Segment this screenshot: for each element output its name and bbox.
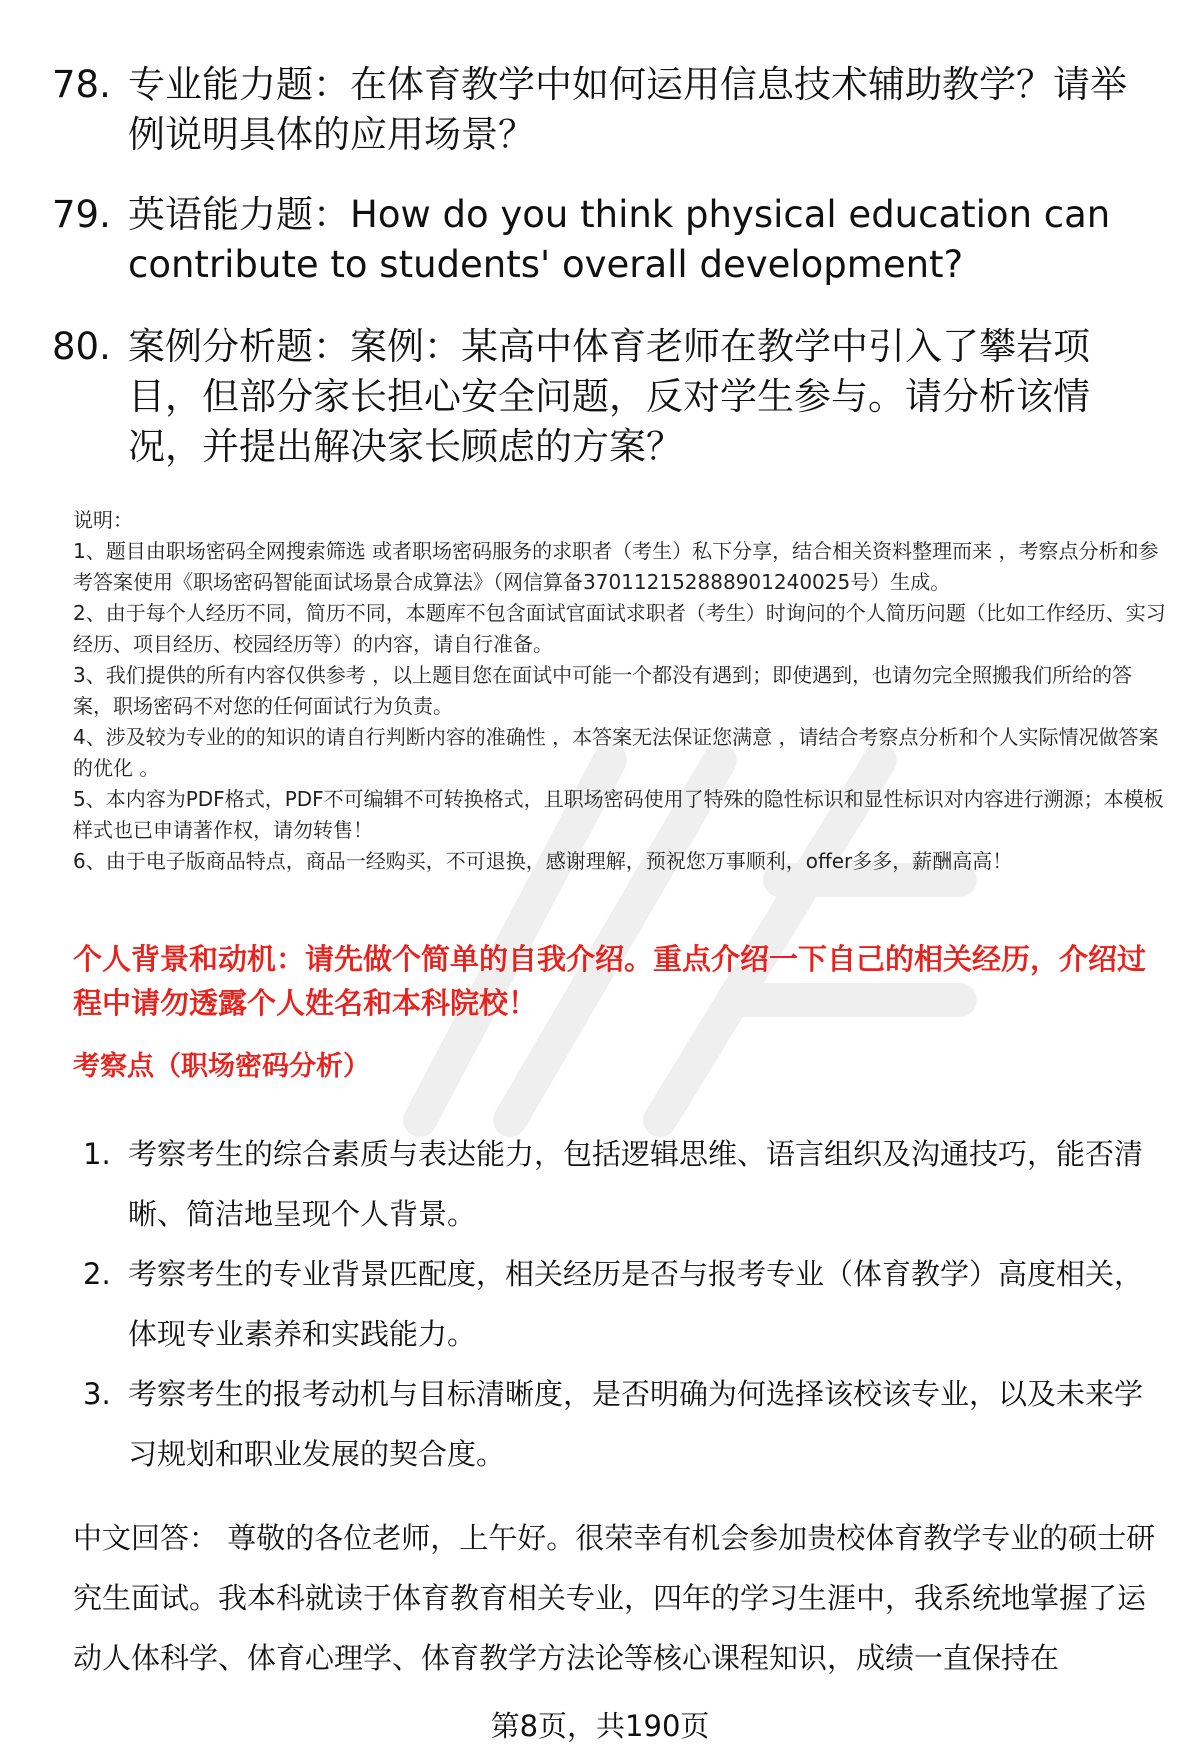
analysis-heading: 考察点（职场密码分析）: [73, 1051, 370, 1082]
notes-title: 说明：: [73, 508, 133, 532]
point-text: 考察考生的专业背景匹配度，相关经历是否与报考专业（体育教学）高度相关，体现专业素养和实践能力。: [128, 1257, 1144, 1351]
note-item: 3、我们提供的所有内容仅供参考 ，以上题目您在面试中可能一个都没有遇到；即使遇到，也请勿完全照搬我们所给的答案，职场密码不对您的任何面试行为负责。: [73, 663, 1133, 718]
point-number: 3.: [83, 1377, 111, 1411]
question-78: [52, 60, 1162, 160]
question-text: 英语能力题：How do you think physical education can contribute to students' overall development?: [128, 193, 1111, 286]
point-text: 考察考生的综合素质与表达能力，包括逻辑思维、语言组织及沟通技巧，能否清晰、简洁地呈现个人背景。: [128, 1137, 1144, 1231]
list-item: [73, 1244, 1168, 1364]
page-number: 第8页，共190页: [490, 1709, 710, 1743]
point-number: 1.: [83, 1137, 111, 1171]
question-number: 78.: [52, 63, 111, 106]
question-80: [52, 322, 1162, 472]
analysis-points: [73, 1124, 1168, 1484]
question-text: 案例分析题：案例：某高中体育老师在教学中引入了攀岩项目，但部分家长担心安全问题，反对学生参与。请分析该情况，并提出解决家长顾虑的方案？: [128, 325, 1090, 468]
interview-question: 个人背景和动机：请先做个简单的自我介绍。重点介绍一下自己的相关经历，介绍过程中请勿透露个人姓名和本科院校！: [73, 942, 1147, 1020]
question-number: 79.: [52, 193, 111, 236]
note-item: 2、由于每个人经历不同，简历不同，本题库不包含面试官面试求职者（考生）时询问的个人简历问题（比如工作经历、实习经历、项目经历、校园经历等）的内容，请自行准备。: [73, 601, 1166, 656]
point-text: 考察考生的报考动机与目标清晰度，是否明确为何选择该校该专业，以及未来学习规划和职业发展的契合度。: [128, 1377, 1144, 1471]
note-item: 5、本内容为PDF格式，PDF不可编辑不可转换格式，且职场密码使用了特殊的隐性标识和显性标识对内容进行溯源；本模板样式也已申请著作权，请勿转售！: [73, 787, 1164, 842]
list-item: [73, 1124, 1168, 1244]
note-item: 6、由于电子版商品特点，商品一经购买，不可退换，感谢理解，预祝您万事顺利，offer多多，薪酬高高！: [73, 849, 1013, 873]
question-text: 专业能力题：在体育教学中如何运用信息技术辅助教学？请举例说明具体的应用场景？: [128, 63, 1127, 156]
notes-block: [73, 505, 1168, 877]
question-number: 80.: [52, 325, 111, 368]
point-number: 2.: [83, 1257, 111, 1291]
note-item: 1、题目由职场密码全网搜索筛选 或者职场密码服务的求职者（考生）私下分享，结合相关资料整理而来 ，考察点分析和参考答案使用《职场密码智能面试场景合成算法》（网信算备370112152888901240025号）生成。: [73, 539, 1159, 594]
list-item: [73, 1364, 1168, 1484]
chinese-answer: 中文回答： 尊敬的各位老师，上午好。很荣幸有机会参加贵校体育教学专业的硕士研究生面试。我本科就读于体育教育相关专业，四年的学习生涯中，我系统地掌握了运动人体科学、体育心理学、体育教学方法论等核心课程知识，成绩一直保持在: [73, 1521, 1156, 1675]
question-79: [52, 190, 1162, 290]
note-item: 4、涉及较为专业的的知识的请自行判断内容的准确性 ，本答案无法保证您满意 ，请结合考察点分析和个人实际情况做答案的优化 。: [73, 725, 1159, 780]
